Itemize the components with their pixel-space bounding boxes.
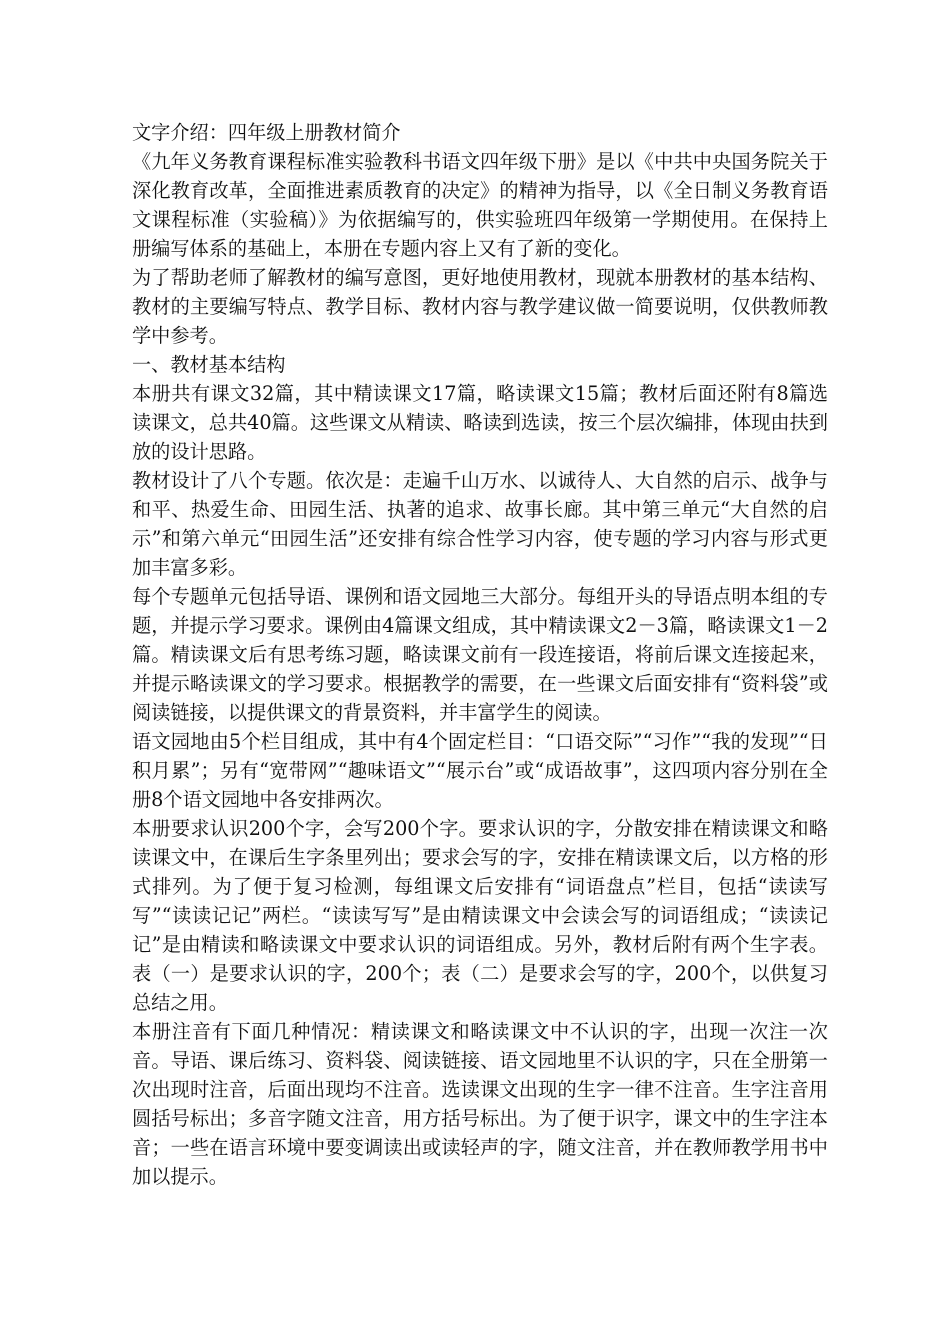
paragraph-unit-structure: 每个专题单元包括导语、课例和语文园地三大部分。每组开头的导语点明本组的专题，并提示学习要求。课例由4篇课文组成，其中精读课文2－3篇，略读课文1－2篇。精读课文后有思考练习题，略读课文前有一段连接语，将前后课文连接起来，并提示略读课文的学习要求。根据教学的需要，在一些课文后面安排有“资料袋”或阅读链接，以提供课文的背景资料，并丰富学生的阅读。 — [132, 585, 828, 724]
document-body — [132, 118, 828, 1191]
paragraph-intro: 《九年义务教育课程标准实验教科书语文四年级下册》是以《中共中央国务院关于深化教育改革，全面推进素质教育的决定》的精神为指导，以《全日制义务教育语文课程标准（实验稿）》为依据编写的，供实验班四年级第一学期使用。在保持上册编写体系的基础上，本册在专题内容上又有了新的变化。 — [132, 150, 828, 260]
paragraph-characters: 本册要求认识200个字，会写200个字。要求认识的字，分散安排在精读课文和略读课文中，在课后生字条里列出；要求会写的字，安排在精读课文后，以方格的形式排列。为了便于复习检测，每组课文后安排有“词语盘点”栏目，包括“读读写写”“读读记记”两栏。“读读写写”是由精读课文中会读会写的词语组成；“读读记记”是由精读和略读课文中要求认识的词语组成。另外，教材后附有两个生字表。表（一）是要求认识的字，200个；表（二）是要求会写的字，200个，以供复习总结之用。 — [132, 817, 828, 1014]
paragraph-pinyin: 本册注音有下面几种情况：精读课文和略读课文中不认识的字，出现一次注一次音。导语、课后练习、资料袋、阅读链接、语文园地里不认识的字，只在全册第一次出现时注音，后面出现均不注音。选读课文出现的生字一律不注音。生字注音用圆括号标出；多音字随文注音，用方括号标出。为了便于识字，课文中的生字注本音；一些在语言环境中要变调读出或读轻声的字，随文注音，并在教师教学用书中加以提示。 — [132, 1020, 828, 1188]
paragraph-topics: 教材设计了八个专题。依次是：走遍千山万水、以诚待人、大自然的启示、战争与和平、热爱生命、田园生活、执著的追求、故事长廊。其中第三单元“大自然的启示”和第六单元“田园生活”还安排有综合性学习内容，使专题的学习内容与形式更加丰富多彩。 — [132, 469, 828, 579]
section-heading-structure: 一、教材基本结构 — [132, 353, 286, 376]
paragraph-purpose: 为了帮助老师了解教材的编写意图，更好地使用教材，现就本册教材的基本结构、教材的主要编写特点、教学目标、教材内容与教学建议做一简要说明，仅供教师教学中参考。 — [132, 266, 828, 347]
paragraph-lesson-count: 本册共有课文32篇，其中精读课文17篇，略读课文15篇；教材后面还附有8篇选读课文，总共40篇。这些课文从精读、略读到选读，按三个层次编排，体现由扶到放的设计思路。 — [132, 382, 828, 463]
paragraph-language-garden: 语文园地由5个栏目组成，其中有4个固定栏目：“口语交际”“习作”“我的发现”“日积月累”；另有“宽带网”“趣味语文”“展示台”或“成语故事”，这四项内容分别在全册8个语文园地中各安排两次。 — [132, 730, 828, 811]
document-title: 文字介绍：四年级上册教材简介 — [132, 121, 401, 144]
